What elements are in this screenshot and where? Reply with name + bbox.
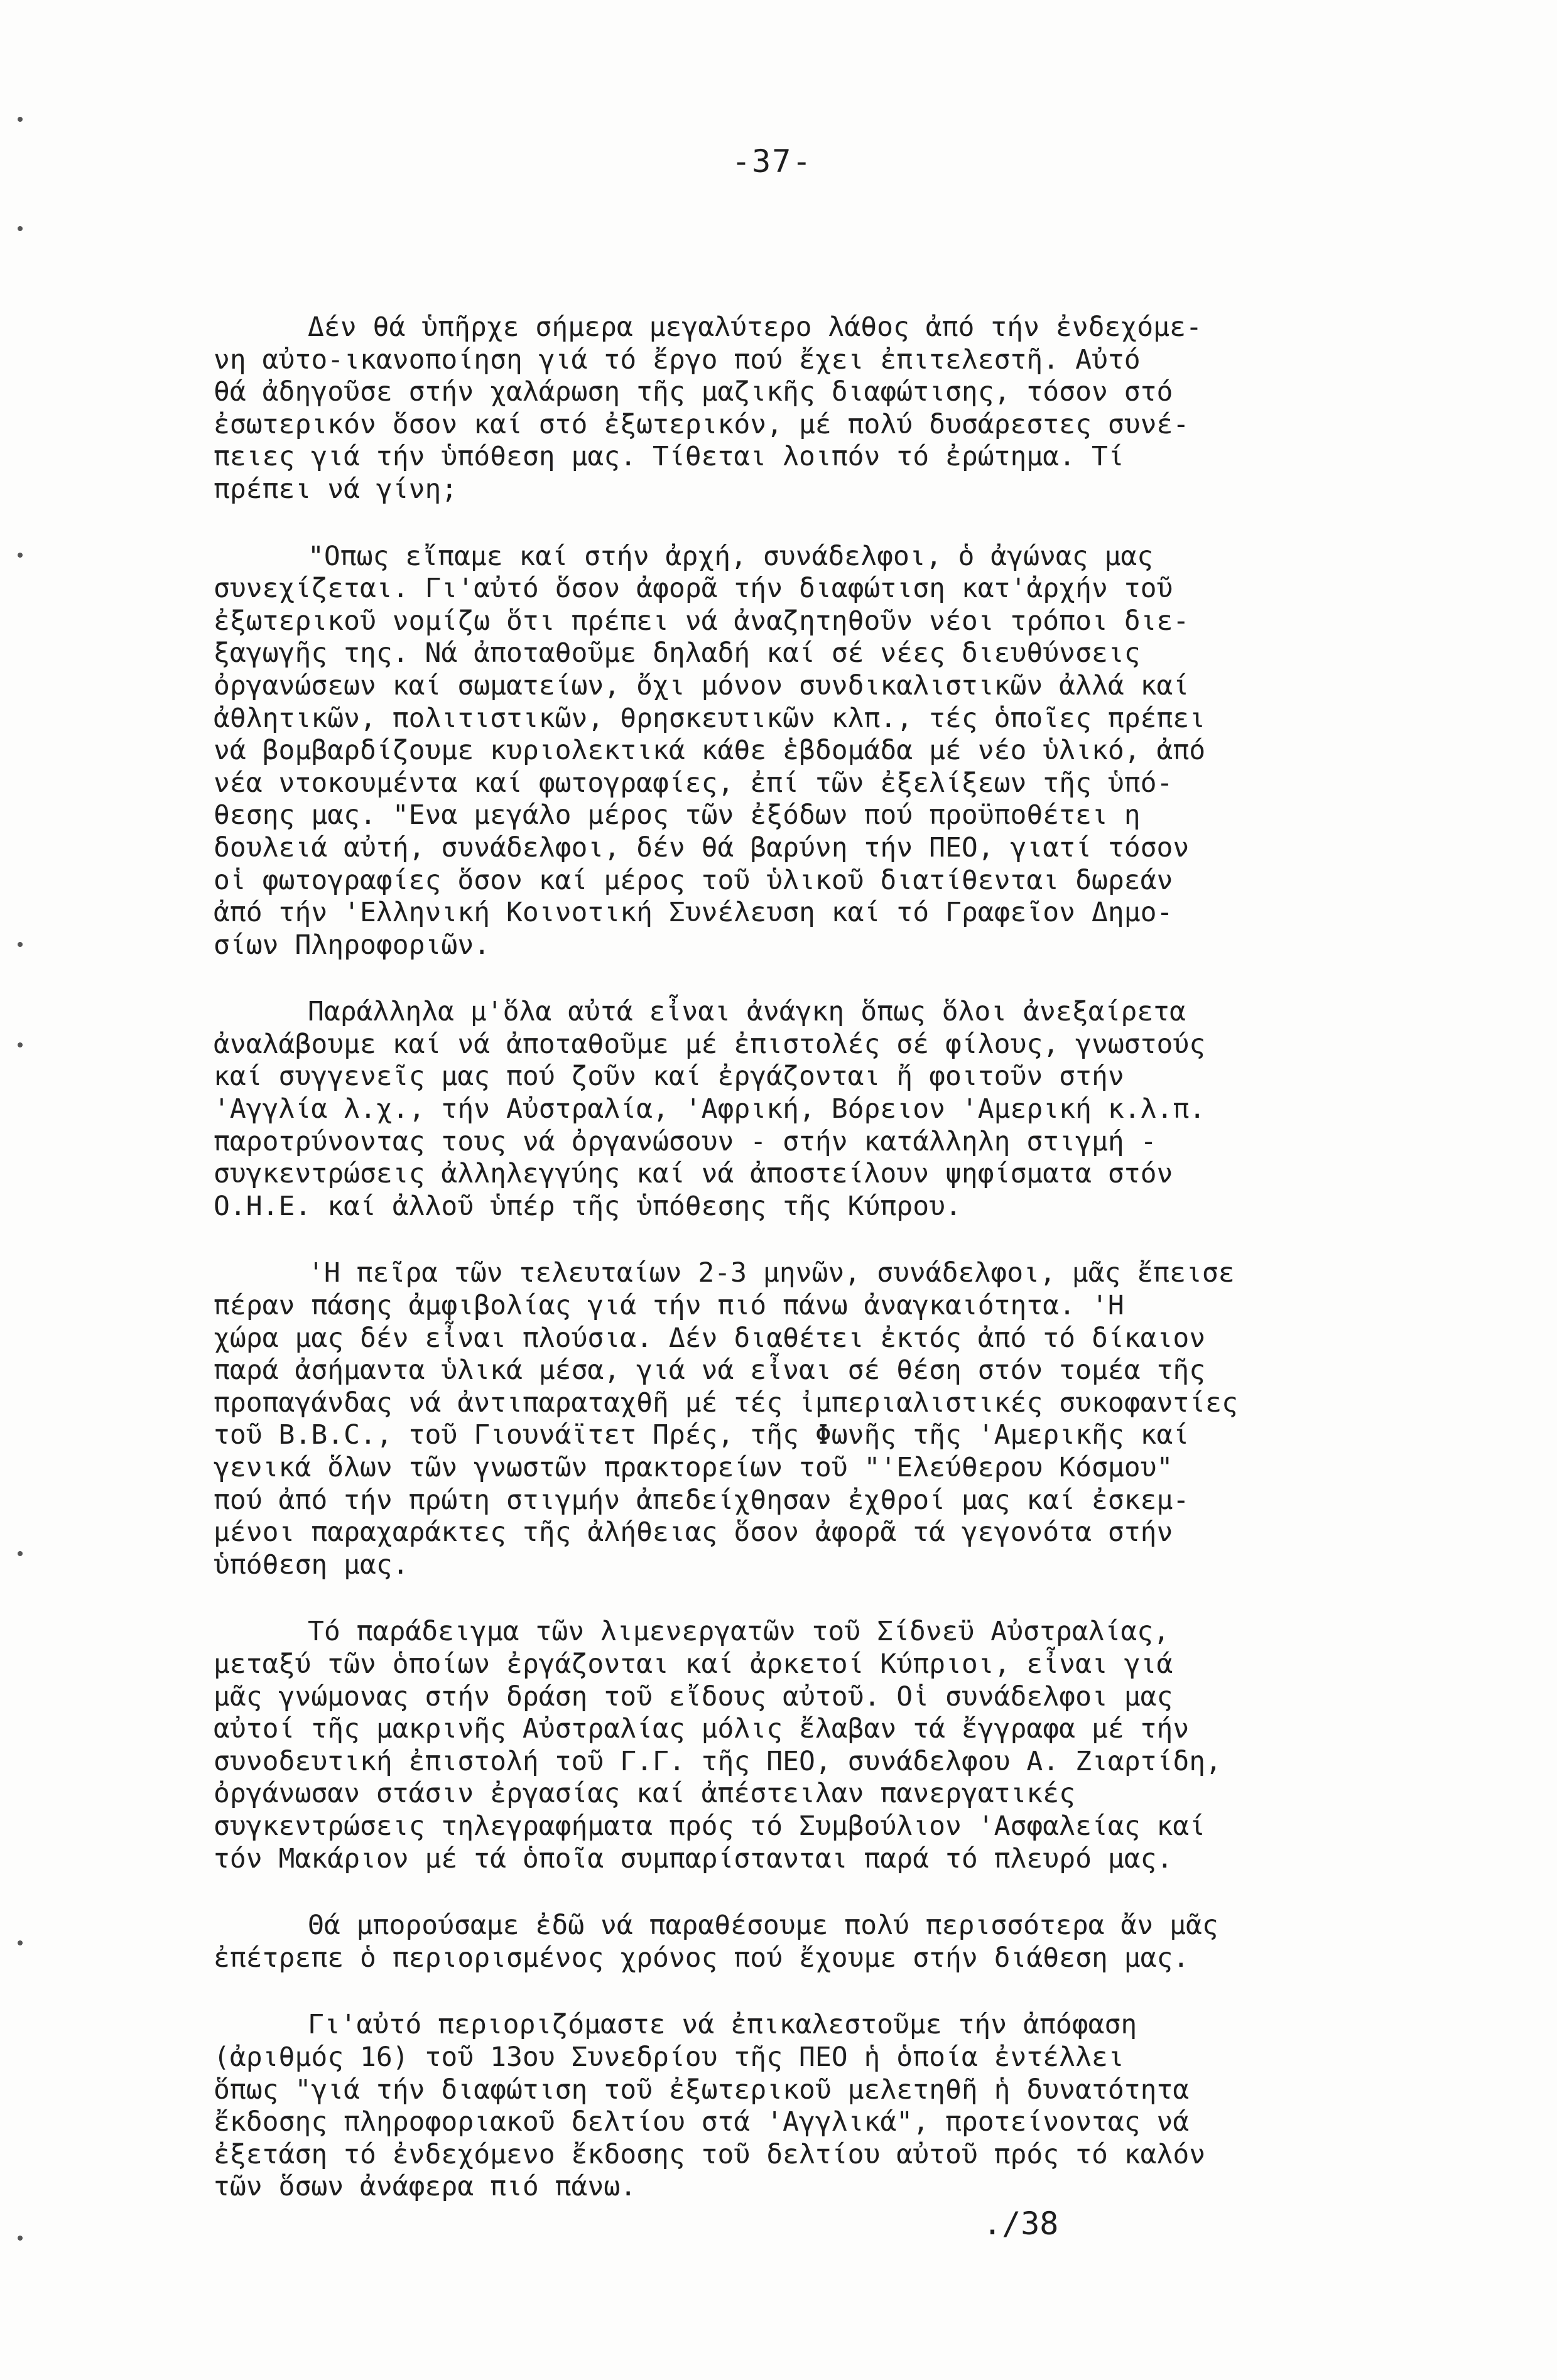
text-line: ὀργανώσεων καί σωματείων, ὄχι μόνον συνδικαλιστικῶν ἀλλά καί xyxy=(214,669,1190,701)
margin-mark xyxy=(18,117,23,122)
text-line: τόν Μακάριον μέ τά ὁποῖα συμπαρίστανται παρά τό πλευρό μας. xyxy=(214,1842,1173,1874)
text-line: ἐξετάση τό ἐνδεχόμενο ἔκδοσης τοῦ δελτίου αὐτοῦ πρός τό καλόν xyxy=(214,2138,1206,2170)
text-line: "Οπως εἴπαμε καί στήν ἀρχή, συνάδελφοι, ὁ ἀγώνας μας xyxy=(308,540,1154,572)
text-line: συνοδευτική ἐπιστολή τοῦ Γ.Γ. τῆς ΠΕΟ, συνάδελφου Α. Ζιαρτίδη, xyxy=(214,1745,1222,1777)
text-line: προπαγάνδας νά ἀντιπαραταχθῆ μέ τές ἰμπεριαλιστικές συκοφαντίες xyxy=(214,1387,1238,1419)
text-line: ὀργάνωσαν στάσιν ἐργασίας καί ἀπέστειλαν πανεργατικές xyxy=(214,1778,1076,1810)
text-line: ἔκδοσης πληροφοριακοῦ δελτίου στά 'Αγγλικά", προτείνοντας νά xyxy=(214,2106,1190,2138)
text-line: μεταξύ τῶν ὁποίων ἐργάζονται καί ἀρκετοί Κύπριοι, εἶναι γιά xyxy=(214,1648,1173,1680)
text-line: ξαγωγῆς της. Νά ἀποταθοῦμε δηλαδή καί σέ νέες διευθύνσεις xyxy=(214,637,1141,669)
margin-mark xyxy=(18,226,23,231)
text-line: μένοι παραχαράκτες τῆς ἀλήθειας ὅσον ἀφορᾶ τά γεγονότα στήν xyxy=(214,1517,1173,1549)
text-line: (ἀριθμός 16) τοῦ 13ου Συνεδρίου τῆς ΠΕΟ ἡ ὁποία ἐντέλλει xyxy=(214,2041,1124,2073)
text-line: ἐξωτερικοῦ νομίζω ὅτι πρέπει νά ἀναζητηθοῦν νέοι τρόποι διε- xyxy=(214,605,1190,637)
margin-mark xyxy=(18,2236,23,2241)
text-line: παροτρύνοντας τους νά ὀργανώσουν - στήν κατάλληλη στιγμή - xyxy=(214,1125,1157,1157)
text-line: γενικά ὅλων τῶν γνωστῶν πρακτορείων τοῦ "'Ελεύθερου Κόσμου" xyxy=(214,1452,1173,1483)
body-text xyxy=(214,311,1432,2204)
text-line: νά βομβαρδίζουμε κυριολεκτικά κάθε ἑβδομάδα μέ νέο ὑλικό, ἀπό xyxy=(214,735,1206,767)
text-line: θά ἀδηγοῦσε στήν χαλάρωση τῆς μαζικῆς διαφώτισης, τόσον στό xyxy=(214,376,1173,408)
paragraph-4 xyxy=(214,1257,1432,1581)
text-line: πειες γιά τήν ὑπόθεση μας. Τίθεται λοιπόν τό ἐρώτημα. Τί xyxy=(214,441,1124,473)
text-line: συγκεντρώσεις τηλεγραφήματα πρός τό Συμβούλιον 'Ασφαλείας καί xyxy=(214,1810,1206,1842)
text-line: συγκεντρώσεις ἀλληλεγγύης καί νά ἀποστείλουν ψηφίσματα στόν xyxy=(214,1158,1173,1190)
paragraph-1 xyxy=(214,311,1432,506)
text-line: Γι'αὐτό περιοριζόμαστε νά ἐπικαλεστοῦμε τήν ἀπόφαση xyxy=(308,2009,1137,2041)
text-line: πρέπει νά γίνη; xyxy=(214,473,458,505)
paragraph-3 xyxy=(214,996,1432,1223)
margin-mark xyxy=(18,1551,23,1556)
text-line: Θά μπορούσαμε ἐδῶ νά παραθέσουμε πολύ περισσότερα ἄν μᾶς xyxy=(308,1910,1218,1942)
text-line: ἀναλάβουμε καί νά ἀποταθοῦμε μέ ἐπιστολές σέ φίλους, γνωστούς xyxy=(214,1028,1206,1060)
margin-mark xyxy=(18,942,23,947)
text-line: ὅπως "γιά τήν διαφώτιση τοῦ ἐξωτερικοῦ μελετηθῆ ἡ δυνατότητα xyxy=(214,2074,1190,2106)
text-line: 'Αγγλία λ.χ., τήν Αὐστραλία, 'Αφρική, Βόρειον 'Αμερική κ.λ.π. xyxy=(214,1093,1206,1125)
text-line: συνεχίζεται. Γι'αὐτό ὅσον ἀφορᾶ τήν διαφώτιση κατ'ἀρχήν τοῦ xyxy=(214,573,1173,605)
text-line: ἐσωτερικόν ὅσον καί στό ἐξωτερικόν, μέ πολύ δυσάρεστες συνέ- xyxy=(214,408,1190,440)
text-line: αὐτοί τῆς μακρινῆς Αὐστραλίας μόλις ἔλαβαν τά ἔγγραφα μέ τήν xyxy=(214,1713,1190,1745)
margin-mark xyxy=(18,1940,23,1945)
text-line: Ο.Η.Ε. καί ἀλλοῦ ὑπέρ τῆς ὑπόθεσης τῆς Κύπρου. xyxy=(214,1190,962,1222)
text-line: ὑπόθεση μας. xyxy=(214,1549,409,1581)
text-line: μᾶς γνώμονας στήν δράση τοῦ εἴδους αὐτοῦ. Οἱ συνάδελφοι μας xyxy=(214,1680,1173,1712)
text-line: νέα ντοκουμέντα καί φωτογραφίες, ἐπί τῶν ἐξελίξεων τῆς ὑπό- xyxy=(214,767,1173,799)
text-line: 'Η πεῖρα τῶν τελευταίων 2-3 μηνῶν, συνάδελφοι, μᾶς ἔπεισε xyxy=(308,1257,1235,1289)
paragraph-5 xyxy=(214,1616,1432,1875)
margin-mark xyxy=(18,1042,23,1047)
text-line: Δέν θά ὑπῆρχε σήμερα μεγαλύτερο λάθος ἀπό τήν ἐνδεχόμε- xyxy=(308,311,1202,343)
paragraph-7 xyxy=(214,2009,1432,2204)
page-number: -37- xyxy=(732,143,813,180)
text-line: οἱ φωτογραφίες ὅσον καί μέρος τοῦ ὑλικοῦ διατίθενται δωρεάν xyxy=(214,864,1173,896)
text-line: θεσης μας. "Ενα μεγάλο μέρος τῶν ἐξόδων πού προϋποθέτει η xyxy=(214,799,1141,831)
text-line: νη αὐτο-ικανοποίηση γιά τό ἔργο πού ἔχει ἐπιτελεστῆ. Αὐτό xyxy=(214,343,1141,376)
text-line: παρά ἀσήμαντα ὑλικά μέσα, γιά νά εἶναι σέ θέση στόν τομέα τῆς xyxy=(214,1355,1206,1387)
margin-mark xyxy=(18,553,23,558)
text-line: πού ἀπό τήν πρώτη στιγμήν ἀπεδείχθησαν ἐχθροί μας καί ἐσκεμ- xyxy=(214,1484,1190,1516)
text-line: ἀθλητικῶν, πολιτιστικῶν, θρησκευτικῶν κλπ., τές ὁποῖες πρέπει xyxy=(214,702,1206,734)
text-line: Παράλληλα μ'ὅλα αὐτά εἶναι ἀνάγκη ὅπως ὅλοι ἀνεξαίρετα xyxy=(308,996,1186,1028)
text-line: τῶν ὅσων ἀνάφερα πιό πάνω. xyxy=(214,2171,637,2203)
paragraph-6 xyxy=(214,1910,1432,1974)
text-line: δουλειά αὐτή, συνάδελφοι, δέν θά βαρύνη τήν ΠΕΟ, γιατί τόσον xyxy=(214,831,1190,863)
text-line: τοῦ Β.Β.C., τοῦ Γιουνάϊτετ Πρές, τῆς Φωνῆς τῆς 'Αμερικῆς καί xyxy=(214,1419,1190,1451)
text-line: σίων Πληροφοριῶν. xyxy=(214,929,491,961)
continuation-mark: ./38 xyxy=(983,2205,1059,2242)
text-line: καί συγγενεῖς μας πού ζοῦν καί ἐργάζονται ἤ φοιτοῦν στήν xyxy=(214,1061,1124,1093)
text-line: Τό παράδειγμα τῶν λιμενεργατῶν τοῦ Σίδνεϋ Αὐστραλίας, xyxy=(308,1616,1170,1648)
text-line: πέραν πάσης ἀμφιβολίας γιά τήν πιό πάνω ἀναγκαιότητα. 'Η xyxy=(214,1290,1124,1322)
text-line: ἐπέτρεπε ὁ περιορισμένος χρόνος πού ἔχουμε στήν διάθεση μας. xyxy=(214,1942,1190,1974)
paragraph-2 xyxy=(214,541,1432,962)
text-line: χώρα μας δέν εἶναι πλούσια. Δέν διαθέτει ἐκτός ἀπό τό δίκαιον xyxy=(214,1322,1206,1354)
text-line: ἀπό τήν 'Ελληνική Κοινοτική Συνέλευση καί τό Γραφεῖον Δημο- xyxy=(214,897,1173,929)
